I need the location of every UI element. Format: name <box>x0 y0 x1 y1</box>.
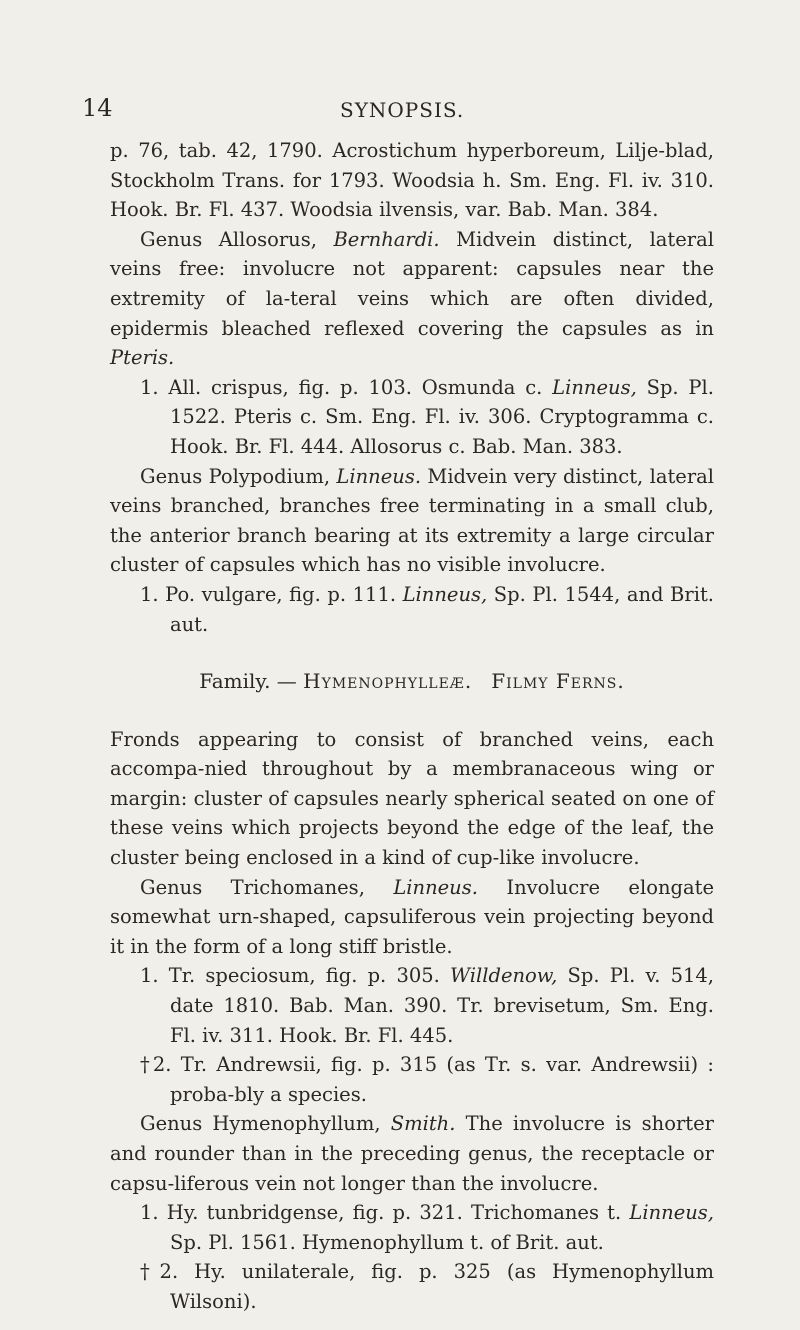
species-label: 1. All. crispus, fig. p. 103. Osmunda c. <box>140 375 553 399</box>
genus-polypodium <box>110 462 714 580</box>
species-references: Sp. Pl. 1544, and Brit. aut. <box>170 582 714 636</box>
genus-label: Genus Polypodium, <box>140 464 337 488</box>
species-hymenophyllum-tunbridgense <box>110 1198 714 1257</box>
genus-description: The involucre is shorter and rounder than in the preceding genus, the receptacle or capsu-liferous vein not longer than the involucre. <box>110 1112 714 1195</box>
running-head: SYNOPSIS. <box>340 98 465 122</box>
authority: Willdenow, <box>450 964 558 988</box>
species-trichomanes-speciosum <box>110 961 714 1050</box>
authority: Smith. <box>390 1112 456 1136</box>
genus-description: Midvein very distinct, lateral veins branched, branches free terminating in a small club, the anterior branch bearing at its extremity a large circular cluster of capsules which has no visible involucre. <box>110 464 715 577</box>
genus-label: Genus Allosorus, <box>140 227 334 251</box>
page-body <box>110 136 714 1317</box>
authority: Linneus, <box>629 1201 714 1225</box>
authority: Linneus, <box>402 582 488 606</box>
species-label: 1. Po. vulgare, fig. p. 111. <box>140 582 403 606</box>
species-hymenophyllum-unilaterale: †2. Hy. unilaterale, fig. p. 325 (as Hymenophyllum Wilsoni). <box>140 1260 714 1313</box>
species-references: Sp. Pl. 1561. Hymenophyllum t. of Brit. aut. <box>170 1230 604 1254</box>
genus-description: Midvein distinct, lateral veins free: involucre not apparent: capsules near the extremity of la-teral veins which are often divided, epidermis bleached reflexed covering the capsules as in <box>110 227 714 340</box>
genus-description: Involucre elongate somewhat urn-shaped, capsuliferous vein projecting beyond it in the form of a long stiff bristle. <box>110 875 714 958</box>
genus-label: Genus Hymenophyllum, <box>140 1112 391 1136</box>
species-polypodium-vulgare <box>110 580 714 639</box>
continued-paragraph: p. 76, tab. 42, 1790. Acrostichum hyperboreum, Lilje-blad, Stockholm Trans. for 1793. Woodsia h. Sm. Eng. Fl. iv. 310. Hook. Br. Fl. 437. Woodsia ilvensis, var. Bab. Man. 384. <box>110 139 714 222</box>
species-references: Sp. Pl. v. 514, date 1810. Bab. Man. 390. Tr. brevisetum, Sm. Eng. Fl. iv. 311. Hook. Br. Fl. 445. <box>170 964 714 1047</box>
species-label: 1. Tr. speciosum, fig. p. 305. <box>140 964 451 988</box>
genus-trichomanes <box>110 873 714 962</box>
species-references: Sp. Pl. 1522. Pteris c. Sm. Eng. Fl. iv. 306. Cryptogramma c. Hook. Br. Fl. 444. Allosorus c. Bab. Man. 383. <box>170 375 714 458</box>
genus-hymenophyllum <box>110 1109 714 1198</box>
species-label: 1. Hy. tunbridgense, fig. p. 321. Trichomanes t. <box>140 1201 630 1225</box>
authority: Linneus. <box>393 875 478 899</box>
genus-allosorus <box>110 225 714 373</box>
genus-label: Genus Trichomanes, <box>140 875 394 899</box>
species-trichomanes-andrewsii: †2. Tr. Andrewsii, fig. p. 315 (as Tr. s. var. Andrewsii) : proba-bly a species. <box>140 1053 714 1106</box>
species-allosorus-crispus <box>110 373 714 462</box>
genus-reference: Pteris. <box>110 346 175 370</box>
authority: Linneus. <box>336 464 422 488</box>
family-heading <box>110 667 714 697</box>
page-number: 14 <box>82 94 113 122</box>
authority: Bernhardi. <box>333 227 440 251</box>
family-label: Family. — <box>199 669 304 694</box>
family-common-name: Filmy Ferns. <box>491 669 625 694</box>
family-name: Hymenophylleæ. <box>303 669 473 694</box>
authority: Linneus, <box>552 375 637 399</box>
family-description: Fronds appearing to consist of branched veins, each accompa-nied throughout by a membranaceous wing or margin: cluster of capsules nearly spherical seated on one of these veins which projects beyond the edge of the leaf, the cluster being enclosed in a kind of cup-like involucre. <box>110 727 714 870</box>
